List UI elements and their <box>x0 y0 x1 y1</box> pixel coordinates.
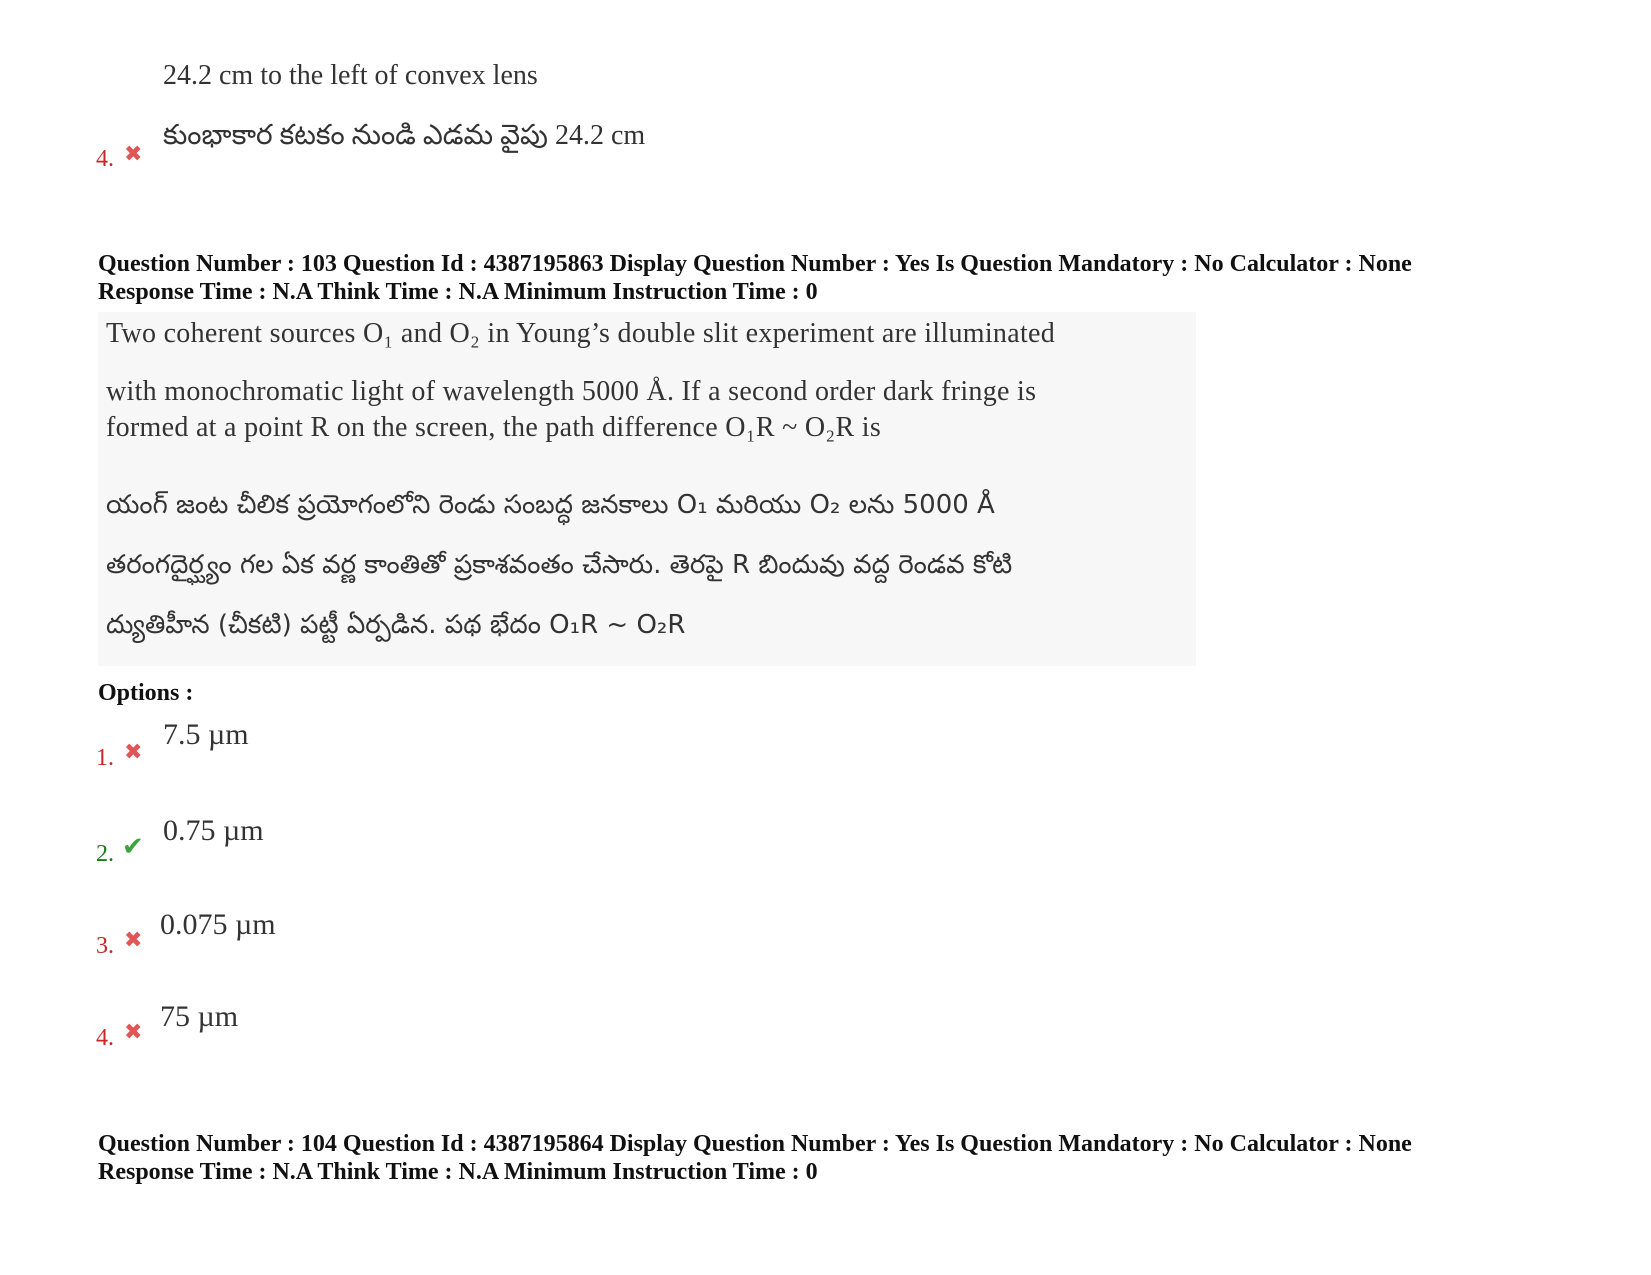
option-number: 3. <box>96 933 114 959</box>
question-text-en-3: formed at a point R on the screen, the path difference O₁R ~ O₂R is <box>106 412 882 443</box>
cross-icon: ✖ <box>124 927 143 952</box>
options-label: Options : <box>98 680 194 706</box>
question-text-te-2: తరంగదైర్ఘ్యం గల ఏక వర్ణ కాంతితో ప్రకాశవంతం చేసారు. తెరపై R బిందువు వద్ద రెండవ కోటి <box>106 550 1013 580</box>
question-text-te-1: యంగ్ జంట చీలిక ప్రయోగంలోని రెండు సంబద్ధ జనకాలు O₁ మరియు O₂ లను 5000 Å <box>106 490 995 520</box>
prev-option-number: 4. <box>96 146 114 172</box>
check-icon: ✔ <box>122 832 144 861</box>
option-text: 0.075 µm <box>160 908 276 941</box>
question-body <box>98 312 1196 666</box>
option-text: 75 µm <box>160 1000 239 1033</box>
cross-icon: ✖ <box>124 739 143 764</box>
cross-icon: ✖ <box>124 1019 143 1044</box>
question-meta-line2: Response Time : N.A Think Time : N.A Minimum Instruction Time : 0 <box>98 279 818 305</box>
question-meta-line1: Question Number : 103 Question Id : 4387195863 Display Question Number : Yes Is Question Mandatory : No Calculator : None <box>98 251 1412 277</box>
option-number: 2. <box>96 841 114 867</box>
prev-option-english: 24.2 cm to the left of convex lens <box>163 60 538 91</box>
option-number: 4. <box>96 1025 114 1051</box>
question-text-te-3: ద్యుతిహీన (చీకటి) పట్టీ ఏర్పడిన. పథ భేదం O₁R ~ O₂R <box>106 610 686 640</box>
question-meta-line1: Question Number : 104 Question Id : 4387195864 Display Question Number : Yes Is Question Mandatory : No Calculator : None <box>98 1131 1412 1157</box>
cross-icon: ✖ <box>124 141 143 166</box>
question-text-en-1: Two coherent sources O₁ and O₂ in Young’s double slit experiment are illuminated <box>106 318 1056 349</box>
question-text-en-2: with monochromatic light of wavelength 5000 Å. If a second order dark fringe is <box>106 376 1037 407</box>
option-number: 1. <box>96 745 114 771</box>
option-text: 7.5 µm <box>163 718 249 751</box>
option-text: 0.75 µm <box>163 814 264 847</box>
prev-option-telugu: కుంభాకార కటకం నుండి ఎడమ వైపు 24.2 cm <box>163 120 646 151</box>
question-meta-line2: Response Time : N.A Think Time : N.A Minimum Instruction Time : 0 <box>98 1159 818 1185</box>
